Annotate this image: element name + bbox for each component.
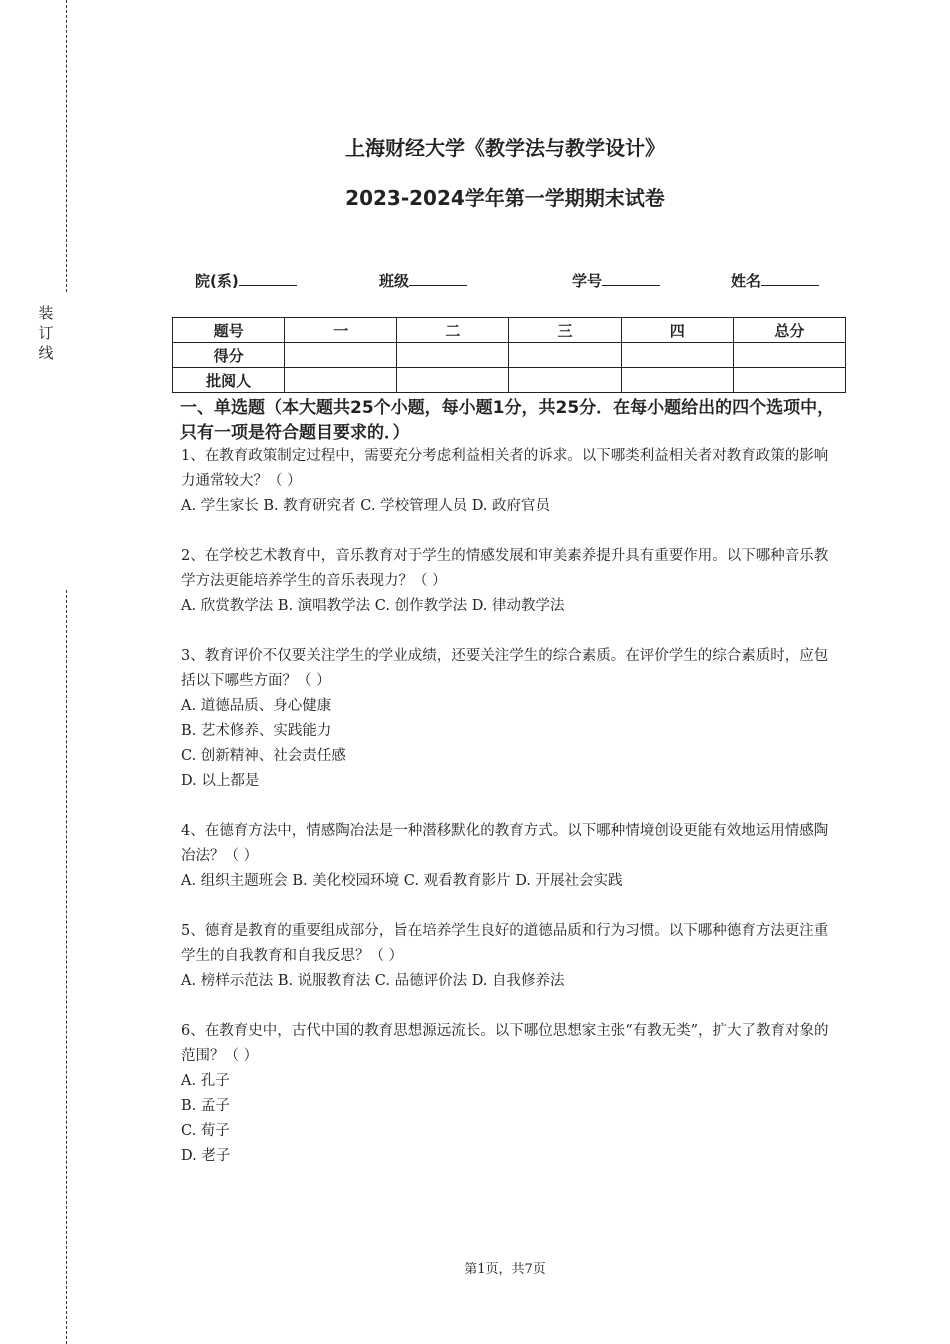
- option: D. 自我修养法: [471, 973, 565, 989]
- score-table-row-label: 得分: [173, 343, 285, 368]
- info-field-label: 院(系): [195, 272, 239, 290]
- info-field-name: [731, 270, 819, 291]
- option: D. 以上都是: [181, 773, 260, 789]
- question-options: [181, 594, 841, 619]
- option: A. 榜样示范法: [181, 973, 274, 989]
- info-field-department: [195, 270, 297, 291]
- info-field-label: 学号: [572, 272, 603, 290]
- score-table-row-label: 批阅人: [173, 368, 285, 393]
- option: B. 教育研究者: [263, 498, 356, 514]
- question-stem: 1、在教育政策制定过程中，需要充分考虑利益相关者的诉求。以下哪类利益相关者对教育政策的影响力通常较大？（ ）: [181, 448, 829, 489]
- binding-line: [66, 590, 67, 1344]
- binding-char: 线: [38, 344, 54, 362]
- info-field-student-id: [572, 270, 660, 291]
- score-table-row: [173, 343, 846, 368]
- question: [181, 444, 841, 519]
- score-table-cell: [733, 343, 845, 368]
- binding-char: 装: [38, 304, 54, 322]
- score-table-cell: [285, 343, 397, 368]
- blank-line: [761, 271, 819, 286]
- score-table: [172, 317, 846, 393]
- question-stem: 3、教育评价不仅要关注学生的学业成绩，还要关注学生的综合素质。在评价学生的综合素质时，应包括以下哪些方面？（ ）: [181, 648, 829, 689]
- score-table-header-cell: 一: [285, 318, 397, 343]
- question: [181, 1019, 841, 1169]
- section-heading: 一、单选题（本大题共25个小题，每小题1分，共25分．在每小题给出的四个选项中，只有一项是符合题目要求的．）: [180, 398, 835, 443]
- score-table-header-row: [173, 318, 846, 343]
- option: A. 孔子: [181, 1073, 230, 1089]
- question-options: [181, 969, 841, 994]
- question-stem: 4、在德育方法中，情感陶冶法是一种潜移默化的教育方式。以下哪种情境创设更能有效地运用情感陶冶法？（ ）: [181, 823, 829, 864]
- option: B. 美化校园环境: [292, 873, 400, 889]
- question: [181, 644, 841, 794]
- score-table-header-cell: 总分: [733, 318, 845, 343]
- page-number: 第1页，共7页: [464, 1262, 546, 1277]
- question-options: [181, 869, 841, 894]
- score-table-cell: [509, 368, 621, 393]
- option: B. 说服教育法: [277, 973, 371, 989]
- option: D. 老子: [181, 1148, 231, 1164]
- score-table-header-cell: 四: [621, 318, 733, 343]
- question-stem: 6、在教育史中，古代中国的教育思想源远流长。以下哪位思想家主张“有教无类”，扩大了教育对象的范围？（ ）: [181, 1023, 829, 1064]
- option: B. 演唱教学法: [277, 598, 371, 614]
- option: A. 学生家长: [181, 498, 259, 514]
- option: A. 欣赏教学法: [181, 598, 274, 614]
- option: A. 道德品质、身心健康: [181, 698, 332, 714]
- binding-char: 订: [38, 324, 54, 342]
- score-table-cell: [285, 368, 397, 393]
- option: B. 艺术修养、实践能力: [181, 723, 332, 739]
- question: [181, 919, 841, 994]
- option: C. 荀子: [181, 1123, 230, 1139]
- score-table-cell: [733, 368, 845, 393]
- blank-line: [239, 271, 297, 286]
- option: C. 创新精神、社会责任感: [181, 748, 346, 764]
- option: C. 品德评价法: [374, 973, 468, 989]
- score-table-header-cell: 三: [509, 318, 621, 343]
- option: A. 组织主题班会: [181, 873, 288, 889]
- exam-title: 上海财经大学《教学法与教学设计》: [345, 136, 665, 160]
- option: C. 观看教育影片: [403, 873, 511, 889]
- score-table-cell: [397, 343, 509, 368]
- info-field-class: [379, 270, 467, 291]
- exam-subtitle: 2023-2024学年第一学期期末试卷: [345, 186, 665, 210]
- question-options: [181, 494, 841, 519]
- blank-line: [409, 271, 467, 286]
- question-stem: 5、德育是教育的重要组成部分，旨在培养学生良好的道德品质和行为习惯。以下哪种德育方法更注重学生的自我教育和自我反思？（ ）: [181, 923, 829, 964]
- option: D. 开展社会实践: [515, 873, 623, 889]
- info-field-label: 姓名: [731, 272, 762, 290]
- option: D. 政府官员: [471, 498, 551, 514]
- info-field-label: 班级: [379, 272, 410, 290]
- score-table-header-cell: 二: [397, 318, 509, 343]
- option: C. 学校管理人员: [360, 498, 468, 514]
- question-stem: 2、在学校艺术教育中，音乐教育对于学生的情感发展和审美素养提升具有重要作用。以下哪种音乐教学方法更能培养学生的音乐表现力？（ ）: [181, 548, 829, 589]
- question: [181, 819, 841, 894]
- binding-label: [37, 303, 55, 363]
- score-table-cell: [509, 343, 621, 368]
- option: C. 创作教学法: [374, 598, 468, 614]
- option: B. 孟子: [181, 1098, 230, 1114]
- question: [181, 544, 841, 619]
- score-table-cell: [621, 368, 733, 393]
- question-list: [181, 444, 841, 1194]
- blank-line: [602, 271, 660, 286]
- score-table-cell: [397, 368, 509, 393]
- score-table-header-cell: 题号: [173, 318, 285, 343]
- score-table-row: [173, 368, 846, 393]
- option: D. 律动教学法: [471, 598, 565, 614]
- score-table-cell: [621, 343, 733, 368]
